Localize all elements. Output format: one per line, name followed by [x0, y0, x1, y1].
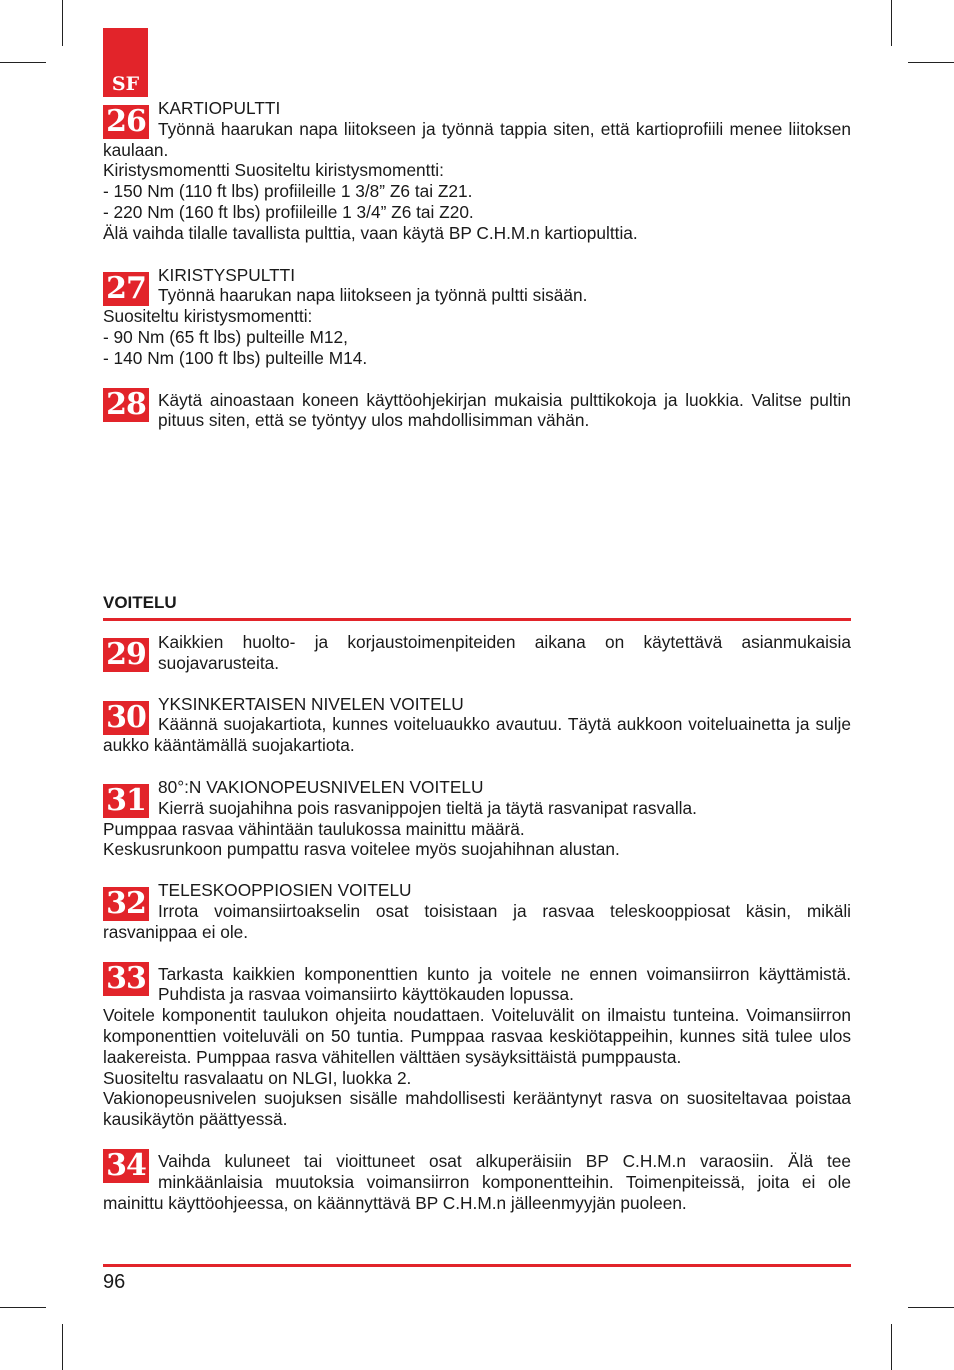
step-heading: 80°:N VAKIONOPEUSNIVELEN VOITELU [158, 776, 484, 797]
crop-mark [891, 0, 892, 46]
step-32 [103, 880, 851, 942]
step-text: Kierrä suojahihna pois rasvanippojen tieltä ja täytä rasvanipat rasvalla. [158, 797, 697, 818]
step-text: Voitele komponentit taulukon ohjeita noudattaen. Voiteluvälit on ilmaistu tunteina. Voimansiirron komponenttien voiteluväli on 50 tuntia. Pumppaa rasvaa keskiötappeihin, kunnes sitä tulee ulos laakereista. Pumppaa rasva vähitellen välttäen sysäyksittäistä pumppausta. [103, 1005, 851, 1067]
step-heading: KIRISTYSPULTTI [158, 264, 295, 285]
crop-mark [0, 1307, 46, 1308]
step-text: Irrota voimansiirtoakselin osat toisistaan ja rasvaa teleskooppiosat käsin, mikäli rasvanippaa ei ole. [103, 900, 851, 942]
step-text: Käännä suojakartiota, kunnes voiteluaukko avautuu. Täytä aukkoon voiteluainetta ja sulje aukko kääntämällä suojakartiota. [103, 714, 851, 756]
step-number: 30 [103, 701, 149, 735]
page-number: 96 [103, 1271, 126, 1293]
step-number: 26 [103, 105, 149, 139]
crop-mark [62, 1324, 63, 1370]
step-text: - 220 Nm (160 ft lbs) profiileille 1 3/4” Z6 tai Z20. [103, 201, 474, 222]
step-text: Suositeltu rasvalaatu on NLGI, luokka 2. [103, 1067, 412, 1088]
crop-mark [891, 1324, 892, 1370]
step-heading: KARTIOPULTTI [158, 98, 281, 118]
step-number: 34 [103, 1149, 149, 1183]
step-number: 32 [103, 887, 149, 921]
step-text: Työnnä haarukan napa liitokseen ja työnnä pultti sisään. [158, 285, 588, 306]
step-heading: YKSINKERTAISEN NIVELEN VOITELU [158, 693, 464, 714]
step-text: Käytä ainoastaan koneen käyttöohjekirjan mukaisia pulttikokoja ja luokkia. Valitse pultin pituus siten, että se työntyy ulos mahdollisimman vähän. [158, 389, 851, 431]
step-text: - 150 Nm (110 ft lbs) profiileille 1 3/8” Z6 tai Z21. [103, 181, 473, 202]
step-31 [103, 777, 851, 860]
step-number: 31 [103, 784, 149, 818]
step-number: 28 [103, 388, 149, 422]
section-title: VOITELU [103, 593, 851, 621]
step-text: Kiristysmomentti Suositeltu kiristysmomentti: [103, 160, 444, 181]
footer-rule [103, 1264, 851, 1267]
step-26 [103, 98, 851, 244]
step-27 [103, 265, 851, 369]
crop-mark [908, 1307, 954, 1308]
step-29 [103, 632, 851, 674]
step-number: 29 [103, 638, 149, 672]
step-34 [103, 1147, 851, 1213]
step-number: 33 [103, 962, 149, 996]
step-text: Tarkasta kaikkien komponenttien kunto ja voitele ne ennen voimansiirron käyttämistä. Puhdista ja rasvaa voimansiirto käyttökauden lopussa. [158, 963, 851, 1005]
step-text: - 90 Nm (65 ft lbs) pulteille M12, [103, 326, 348, 347]
step-text: Vakionopeusnivelen suojuksen sisälle mahdollisesti kerääntynyt rasva on suositeltavaa poistaa kausikäytön päättyessä. [103, 1088, 851, 1130]
step-text: Suositeltu kiristysmomentti: [103, 306, 313, 327]
step-33 [103, 960, 851, 1130]
crop-mark [0, 62, 46, 63]
steps-top [103, 98, 851, 431]
step-30 [103, 694, 851, 756]
crop-mark [62, 0, 63, 46]
step-text: Pumppaa rasvaa vähintään taulukossa mainittu määrä. [103, 818, 525, 839]
steps-bottom [103, 632, 851, 1213]
step-number: 27 [103, 272, 149, 306]
language-tab: SF [103, 28, 148, 97]
crop-mark [908, 62, 954, 63]
step-heading: TELESKOOPPIOSIEN VOITELU [158, 880, 412, 901]
step-text: Vaihda kuluneet tai vioittuneet osat alkuperäisiin BP C.H.M.n varaosiin. Älä tee minkäänlaisia muutoksia voimansiirron komponentteihin. Toimenpiteissä, joita ei ole mainittu käyttöohjeessa, on käännyttävä BP C.H.M.n jälleenmyyjän puoleen. [103, 1150, 851, 1213]
step-text: Älä vaihda tilalle tavallista pulttia, vaan käytä BP C.H.M.n kartiopulttia. [103, 222, 638, 243]
step-text: Keskusrunkoon pumpattu rasva voitelee myös suojahihnan alustan. [103, 839, 620, 860]
step-28 [103, 386, 851, 432]
step-text: - 140 Nm (100 ft lbs) pulteille M14. [103, 347, 368, 368]
step-text: Kaikkien huolto- ja korjaustoimenpiteiden aikana on käytettävä asianmukaisia suojavarusteita. [158, 632, 851, 673]
step-text: Työnnä haarukan napa liitokseen ja työnnä tappia siten, että kartioprofiili menee liitoksen kaulaan. [103, 118, 851, 160]
